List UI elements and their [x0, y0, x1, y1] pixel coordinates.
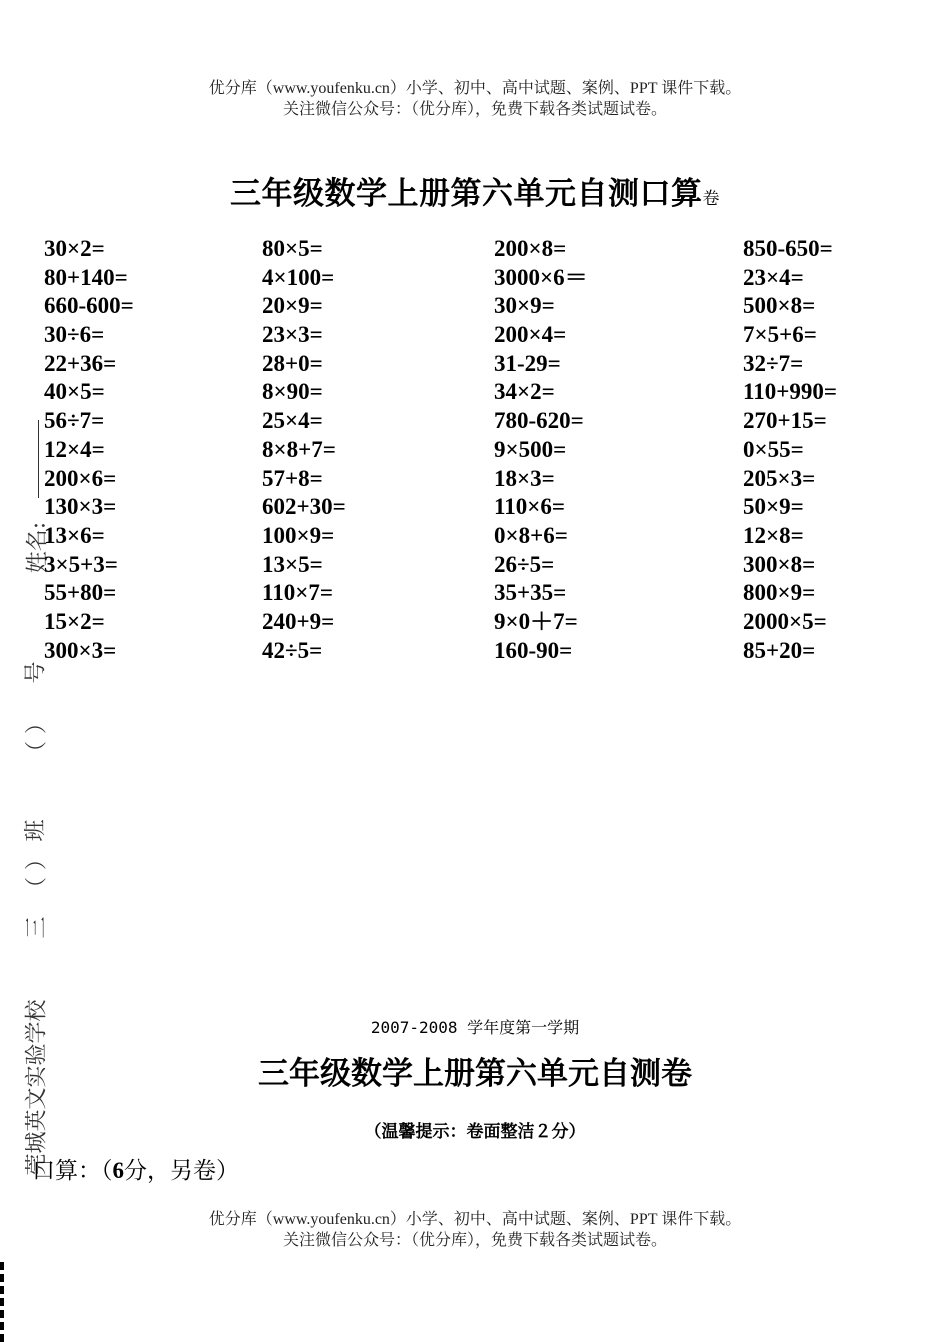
- problem: 300×8=: [743, 551, 816, 577]
- problem: 8×90=: [262, 379, 323, 405]
- problem: 12×4=: [44, 436, 105, 462]
- problem: 110×7=: [262, 580, 333, 606]
- problem: 80×5=: [262, 236, 323, 261]
- problem: 30×2=: [44, 236, 105, 261]
- footer-line-2: 关注微信公众号：（优分库），免费下载各类试题试卷。: [282, 1232, 667, 1249]
- problem: 300×3=: [44, 637, 117, 663]
- footer-line-1: 优分库（www.youfenku.cn）小学、初中、高中试题、案例、PPT 课件下载。: [208, 1211, 742, 1228]
- problem: 800×9=: [743, 580, 816, 606]
- problem: 30×9=: [494, 293, 555, 319]
- problem: 160-90=: [494, 637, 573, 663]
- problem: 270+15=: [743, 408, 827, 434]
- problem-column-2: [262, 235, 346, 665]
- side-paren-class: （ ）: [24, 848, 50, 899]
- problem: 25×4=: [262, 408, 323, 434]
- problem: 0×8+6=: [494, 522, 568, 548]
- side-class: 班: [23, 819, 49, 842]
- problem: 2000×5=: [743, 608, 827, 634]
- title-main: 三年级数学上册第六单元自测口算: [230, 176, 703, 212]
- side-paren-number: （ ）: [24, 712, 50, 763]
- problem-column-4: [743, 235, 837, 665]
- problem: 28+0=: [262, 350, 323, 376]
- school-year: 2007-2008 学年度第一学期: [370, 1018, 580, 1037]
- problem: 12×8=: [743, 522, 804, 548]
- problem: 80+140=: [44, 264, 128, 290]
- problem: 22+36=: [44, 350, 117, 376]
- page-title: [0, 168, 950, 213]
- problem: 8×8+7=: [262, 436, 336, 462]
- title-suffix: 卷: [702, 189, 720, 209]
- problem: 0×55=: [743, 436, 804, 462]
- problem: 26÷5=: [494, 551, 555, 577]
- side-grade: 三: [24, 916, 50, 939]
- name-underline: [38, 420, 39, 498]
- header-line-1: 优分库（www.youfenku.cn）小学、初中、高中试题、案例、PPT 课件下载。: [208, 80, 742, 97]
- problem: 602+30=: [262, 494, 346, 520]
- problem: 13×5=: [262, 551, 323, 577]
- problem: 3×5+3=: [44, 551, 118, 577]
- problem: 55+80=: [44, 580, 117, 606]
- problem: 57+8=: [262, 465, 323, 491]
- problem: 34×2=: [494, 379, 555, 405]
- problem: 200×6=: [44, 465, 117, 491]
- problem: 13×6=: [44, 522, 105, 548]
- problem: 850-650=: [743, 236, 833, 261]
- problem: 200×4=: [494, 322, 567, 348]
- header-line-2: 关注微信公众号：（优分库），免费下载各类试题试卷。: [282, 101, 667, 118]
- problem: 9×0＋7=: [494, 608, 578, 634]
- problem: 500×8=: [743, 293, 816, 319]
- problem: 32÷7=: [743, 350, 804, 376]
- problem: 110×6=: [494, 494, 565, 520]
- problem: 56÷7=: [44, 408, 105, 434]
- problem-column-3: [494, 235, 588, 665]
- side-school: 莞城英文实验学校: [24, 999, 50, 1176]
- problem: 110+990=: [743, 379, 837, 405]
- problem: 7×5+6=: [743, 322, 817, 348]
- problem: 9×500=: [494, 436, 567, 462]
- problem: 4×100=: [262, 264, 335, 290]
- problem: 100×9=: [262, 522, 335, 548]
- problem: 23×4=: [743, 264, 804, 290]
- problem: 40×5=: [44, 379, 105, 405]
- problem: 15×2=: [44, 608, 105, 634]
- problem: 660-600=: [44, 293, 134, 319]
- side-name-label: 姓名:: [25, 521, 51, 574]
- problem: 31-29=: [494, 350, 561, 376]
- problem: 20×9=: [262, 293, 323, 319]
- problem-column-1-clip: [44, 235, 251, 675]
- problem: 130×3=: [44, 494, 117, 520]
- problem: 30÷6=: [44, 322, 105, 348]
- problem: 3000×6＝: [494, 264, 588, 290]
- problem-column-1: [44, 235, 134, 665]
- section-prefix: 口算：（: [32, 1158, 113, 1184]
- problem: 780-620=: [494, 408, 584, 434]
- problem: 23×3=: [262, 322, 323, 348]
- problem: 205×3=: [743, 465, 816, 491]
- neatness-tip: （温馨提示：卷面整洁２分）: [364, 1122, 586, 1142]
- problem: 18×3=: [494, 465, 555, 491]
- problem: 240+9=: [262, 608, 335, 634]
- binding-cut-line: [0, 1262, 9, 1342]
- exam-title: 三年级数学上册第六单元自测卷: [258, 1056, 692, 1092]
- section-suffix: 分，另卷）: [124, 1158, 239, 1184]
- section-score: 6: [112, 1158, 124, 1183]
- problem: 200×8=: [494, 236, 567, 261]
- side-number: 号: [23, 661, 49, 684]
- problem: 50×9=: [743, 494, 804, 520]
- problem: 42÷5=: [262, 637, 323, 663]
- problem: 35+35=: [494, 580, 567, 606]
- section-oral-calc: [32, 1152, 340, 1185]
- problem: 85+20=: [743, 637, 816, 663]
